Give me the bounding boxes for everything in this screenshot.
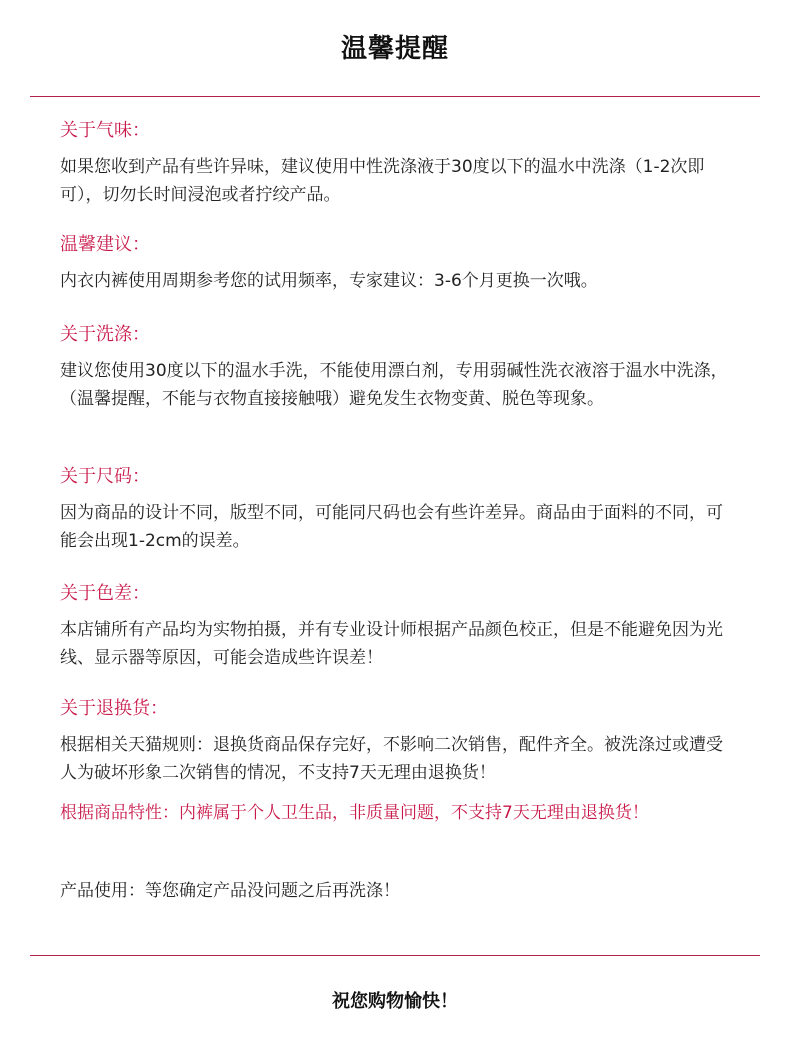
bottom-divider <box>30 955 760 956</box>
section-body: 本店铺所有产品均为实物拍摄，并有专业设计师根据产品颜色校正，但是不能避免因为光线、显示器等原因，可能会造成些许误差！ <box>60 620 723 668</box>
section-washing <box>60 322 732 464</box>
section-advice <box>60 232 732 322</box>
closing-text: 祝您购物愉快！ <box>332 991 458 1012</box>
section-returns <box>60 696 732 799</box>
section-title: 关于尺码： <box>60 466 150 487</box>
section-body: 因为商品的设计不同，版型不同，可能同尺码也会有些许差异。商品由于面料的不同，可能会出现1-2cm的误差。 <box>60 503 723 551</box>
content <box>60 118 732 905</box>
section-title: 关于退换货： <box>60 698 168 719</box>
section-body: 内衣内裤使用周期参考您的试用频率，专家建议：3-6个月更换一次哦。 <box>60 271 598 291</box>
section-odor <box>60 118 732 232</box>
section-body: 根据相关天猫规则：退换货商品保存完好，不影响二次销售，配件齐全。被洗涤过或遭受人为破坏形象二次销售的情况，不支持7天无理由退换货！ <box>60 735 723 783</box>
section-size <box>60 464 732 581</box>
special-note: 根据商品特性：内裤属于个人卫生品，非质量问题，不支持7天无理由退换货！ <box>60 803 649 823</box>
section-title: 关于洗涤： <box>60 324 150 345</box>
usage-note: 产品使用：等您确定产品没问题之后再洗涤！ <box>60 881 400 901</box>
top-divider <box>30 96 760 97</box>
section-body: 如果您收到产品有些许异味，建议使用中性洗涤液于30度以下的温水中洗涤（1-2次即可），切勿长时间浸泡或者拧绞产品。 <box>60 157 705 205</box>
page-title: 温馨提醒 <box>340 34 449 64</box>
section-body: 建议您使用30度以下的温水手洗，不能使用漂白剂，专用弱碱性洗衣液溶于温水中洗涤，（温馨提醒，不能与衣物直接接触哦）避免发生衣物变黄、脱色等现象。 <box>60 361 728 409</box>
section-color <box>60 581 732 696</box>
section-title: 关于气味： <box>60 120 150 141</box>
section-title: 温馨建议： <box>60 234 150 255</box>
section-title: 关于色差： <box>60 583 150 604</box>
